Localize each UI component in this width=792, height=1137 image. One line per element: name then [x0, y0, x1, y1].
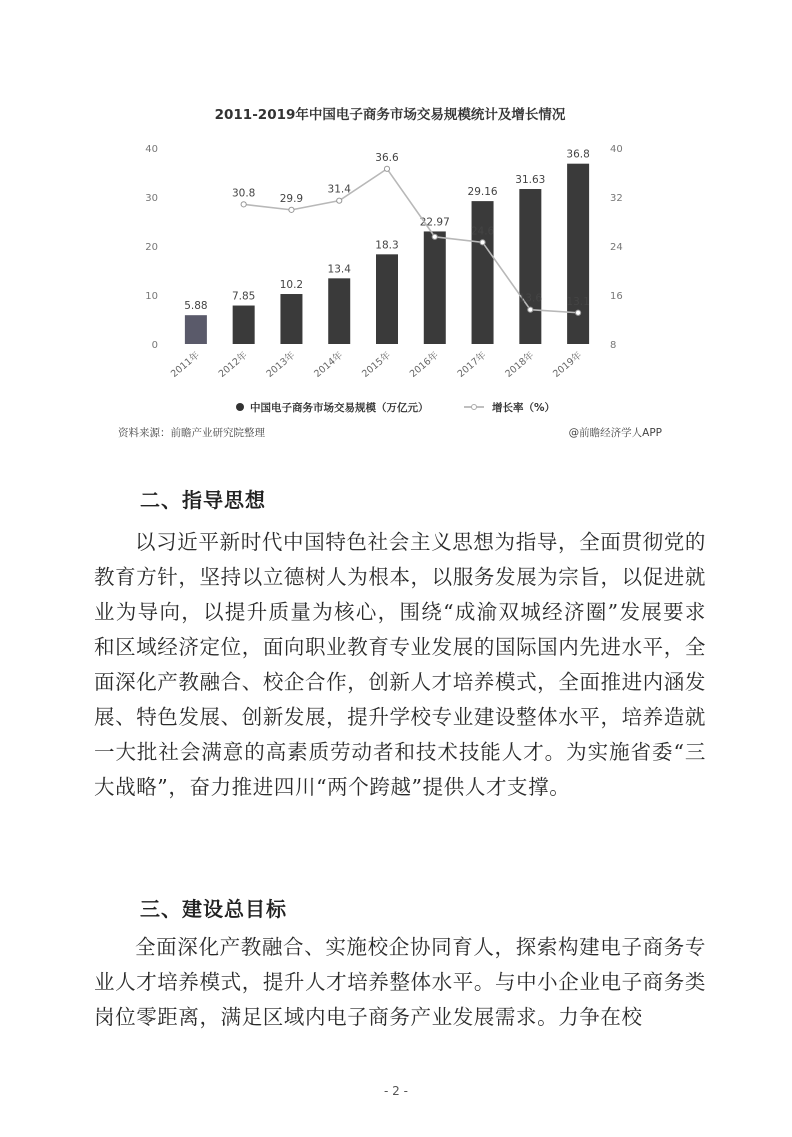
growth-point [337, 198, 342, 203]
bar-value-label: 18.3 [375, 239, 399, 252]
growth-point [480, 240, 485, 245]
chart-source: 资料来源：前瞻产业研究院整理 [118, 427, 265, 439]
x-tick-label: 2014年 [312, 349, 346, 380]
bar-value-label: 22.97 [419, 216, 450, 229]
bar [472, 201, 494, 344]
growth-point [576, 310, 581, 315]
bar-value-label: 10.2 [279, 279, 304, 292]
growth-value-label: 13.6 [518, 292, 543, 305]
right-tick-label: 40 [610, 144, 623, 155]
bar-value-label: 13.4 [327, 263, 351, 276]
section-heading-guiding-ideology: 二、指导思想 [140, 488, 266, 512]
ecommerce-chart [110, 100, 670, 450]
bar [185, 315, 207, 344]
x-tick-label: 2017年 [455, 349, 489, 380]
left-tick-label: 40 [145, 144, 158, 155]
x-tick-label: 2015年 [360, 349, 393, 380]
left-tick-label: 0 [151, 340, 158, 351]
page-number: - 2 - [384, 1084, 408, 1098]
bar-value-label: 5.88 [184, 300, 208, 313]
growth-point [289, 207, 294, 212]
growth-value-label: 31.4 [327, 183, 351, 196]
growth-point [432, 234, 437, 239]
legend-bar-label: 中国电子商务市场交易规模（万亿元） [250, 402, 429, 414]
bar-value-label: 36.8 [566, 148, 590, 161]
left-tick-label: 20 [145, 242, 158, 253]
x-tick-label: 2019年 [551, 349, 585, 380]
growth-value-label: 30.8 [231, 187, 256, 200]
bar [567, 164, 589, 344]
bar-value-label: 31.63 [515, 174, 546, 187]
bar [519, 189, 541, 344]
legend-line-marker [472, 405, 477, 410]
bar-value-label: 29.16 [467, 186, 498, 199]
bar [233, 306, 255, 344]
legend-bar-swatch [236, 403, 244, 411]
growth-point [241, 202, 246, 207]
legend-line-label: 增长率（%） [492, 402, 556, 414]
section-heading-overall-goal: 三、建设总目标 [140, 897, 287, 921]
chart-watermark: @前瞻经济学人APP [568, 427, 662, 439]
bar [328, 278, 350, 344]
right-tick-label: 16 [610, 291, 623, 302]
right-tick-label: 8 [610, 340, 617, 351]
section-body-overall-goal: 全面深化产教融合、实施校企协同育人，探索构建电子商务专业人才培养模式，提升人才培养整体水平。与中小企业电子商务类岗位零距离，满足区域内电子商务产业发展需求。力争在校 [94, 935, 706, 1029]
growth-value-label: 29.9 [279, 192, 304, 205]
bar [424, 231, 446, 344]
growth-point [528, 307, 533, 312]
x-tick-label: 2011年 [168, 349, 202, 380]
right-tick-label: 32 [610, 193, 623, 204]
growth-point [384, 166, 389, 171]
section-body-guiding-ideology: 以习近平新时代中国特色社会主义思想为指导，全面贯彻党的教育方针，坚持以立德树人为根本，以服务发展为宗旨，以促进就业为导向，以提升质量为核心，围绕“成渝双城经济圈”发展要求和区域经济定位，面向职业教育专业发展的国际国内先进水平，全面深化产教融合、校企合作，创新人才培养模式，全面推进内涵发展、特色发展、创新发展，提升学校专业建设整体水平，培养造就一大批社会满意的高素质劳动者和技术技能人才。为实施省委“三大战略”，奋力推进四川“两个跨越”提供人才支撑。 [94, 530, 706, 799]
right-tick-label: 24 [610, 242, 623, 253]
right-axis [610, 144, 623, 351]
growth-value-label: 13.1 [566, 295, 590, 308]
left-tick-label: 10 [145, 291, 158, 302]
bar-value-label: 7.85 [231, 290, 256, 303]
x-axis [168, 349, 584, 380]
left-axis [145, 144, 158, 351]
bar [280, 294, 302, 344]
chart-title: 2011-2019年中国电子商务市场交易规模统计及增长情况 [214, 107, 566, 123]
x-tick-label: 2012年 [216, 349, 250, 380]
growth-value-label: 36.6 [375, 151, 399, 164]
x-tick-label: 2016年 [407, 349, 441, 380]
growth-value-label: 24.6 [470, 225, 495, 238]
bar [376, 254, 398, 344]
x-tick-label: 2018年 [503, 349, 537, 380]
left-tick-label: 30 [145, 193, 158, 204]
x-tick-label: 2013年 [264, 349, 298, 380]
legend [236, 401, 555, 414]
